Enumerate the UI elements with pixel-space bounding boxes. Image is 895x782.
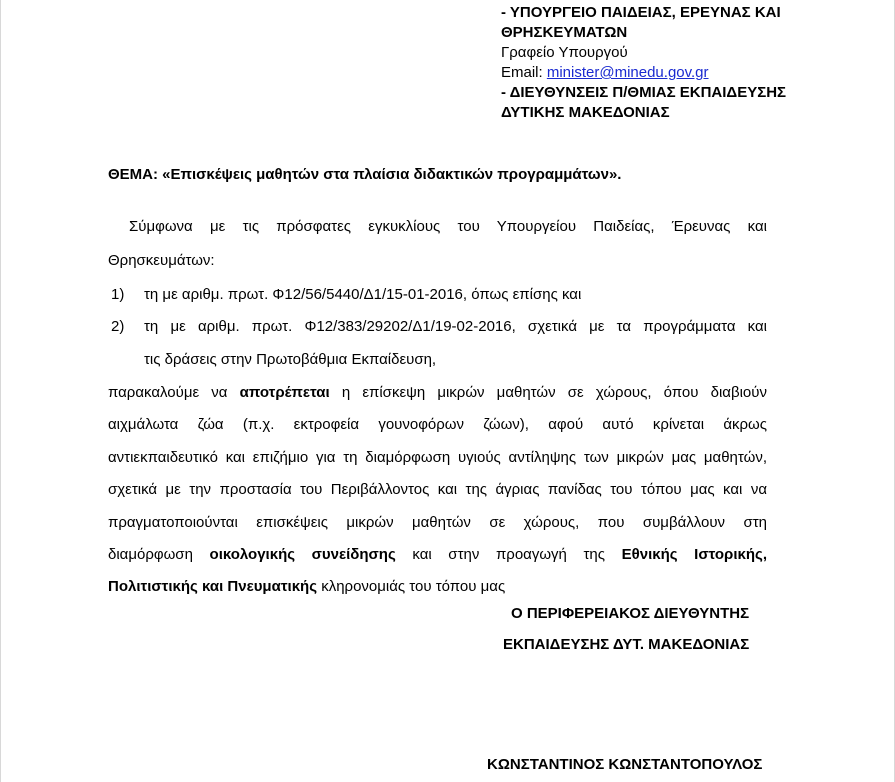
- list-item-text-continued: τις δράσεις στην Πρωτοβάθμια Εκπαίδευση,: [144, 351, 437, 368]
- list-item-number: 2): [111, 318, 125, 335]
- recipient-ministry-line1: - ΥΠΟΥΡΓΕΙΟ ΠΑΙΔΕΙΑΣ, ΕΡΕΥΝΑΣ ΚΑΙ: [501, 4, 781, 21]
- body-text: κληρονομιάς του τόπου μας: [317, 578, 506, 595]
- list-item-text: τη με αριθμ. πρωτ. Φ12/56/5440/Δ1/15-01-2016, όπως επίσης και: [144, 286, 582, 303]
- body-line-6: [108, 545, 767, 565]
- email-link[interactable]: minister@minedu.gov.gr: [546, 64, 709, 81]
- body-text: διαμόρφωση: [108, 546, 210, 563]
- signature-title-line1: Ο ΠΕΡΙΦΕΡΕΙΑΚΟΣ ΔΙΕΥΘΥΝΤΗΣ: [511, 605, 750, 622]
- recipients-block: [501, 3, 801, 123]
- body-emphasis: Πολιτιστικής και Πνευματικής: [108, 578, 318, 595]
- intro-line-2: Θρησκευμάτων:: [108, 252, 215, 269]
- body-text: και στην προαγωγή της: [395, 546, 622, 563]
- body-text: η επίσκεψη μικρών μαθητών σε χώρους, όπου διαβιούν: [329, 384, 767, 401]
- intro-line-1: Σύμφωνα με τις πρόσφατες εγκυκλίους του Υπουργείου Παιδείας, Έρευνας και: [129, 218, 767, 235]
- list-item-text: τη με αριθμ. πρωτ. Φ12/383/29202/Δ1/19-02-2016, σχετικά με τα προγράμματα και: [144, 318, 767, 335]
- body-emphasis: αποτρέπεται: [239, 384, 330, 401]
- recipient-directorates-line1: - ΔΙΕΥΘΥΝΣΕΙΣ Π/ΘΜΙΑΣ ΕΚΠΑΙΔΕΥΣΗΣ: [501, 84, 787, 101]
- recipient-office: Γραφείο Υπουργού: [501, 44, 628, 61]
- email-label: Email:: [501, 64, 547, 81]
- body-line-1: [108, 383, 767, 403]
- body-line-5: πραγματοποιούνται επισκέψεις μικρών μαθητών σε χώρους, που συμβάλλουν στη: [108, 514, 767, 531]
- list-item-number: 1): [111, 286, 125, 303]
- body-line-4: σχετικά με την προστασία του Περιβάλλοντος και της άγριας πανίδας του τόπου μας και να: [108, 481, 767, 498]
- recipient-email-line: [501, 63, 801, 83]
- signature-name: ΚΩΝΣΤΑΝΤΙΝΟΣ ΚΩΝΣΤΑΝΤΟΠΟΥΛΟΣ: [487, 756, 763, 773]
- page-border-left: [0, 0, 1, 782]
- signature-title-line2: ΕΚΠΑΙΔΕΥΣΗΣ ΔΥΤ. ΜΑΚΕΔΟΝΙΑΣ: [503, 636, 750, 653]
- recipient-directorates-line2: ΔΥΤΙΚΗΣ ΜΑΚΕΔΟΝΙΑΣ: [501, 104, 670, 121]
- body-line-3: αντιεκπαιδευτικό και επιζήμιο για τη διαμόρφωση υγιούς αντίληψης των μικρών μας μαθητών,: [108, 449, 767, 466]
- body-text: παρακαλούμε να: [108, 384, 240, 401]
- body-emphasis: Εθνικής Ιστορικής,: [621, 546, 767, 563]
- recipient-ministry-line2: ΘΡΗΣΚΕΥΜΑΤΩΝ: [501, 24, 628, 41]
- body-line-2: αιχμάλωτα ζώα (π.χ. εκτροφεία γουνοφόρων ζώων), αφού αυτό κρίνεται άκρως: [108, 416, 767, 433]
- subject-line: ΘΕΜΑ: «Επισκέψεις μαθητών στα πλαίσια διδακτικών προγραμμάτων».: [108, 166, 622, 183]
- body-line-7: [108, 577, 767, 597]
- body-emphasis: οικολογικής συνείδησης: [209, 546, 396, 563]
